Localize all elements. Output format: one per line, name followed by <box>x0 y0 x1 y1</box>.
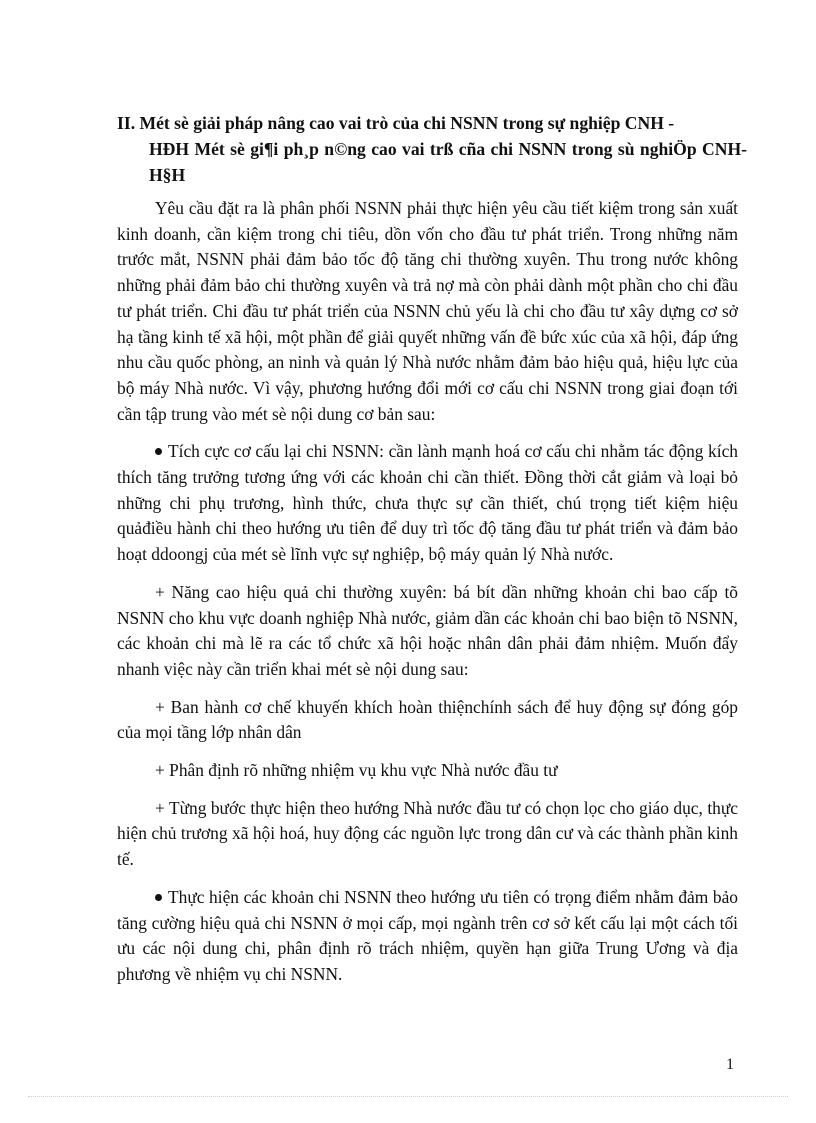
bullet-paragraph-restructure <box>117 439 738 568</box>
paragraph-text: + Từng bước thực hiện theo hướng Nhà nước đầu tư có chọn lọc cho giáo dục, thực hiện chủ trương xã hội hoá, huy động các nguồn lực trong dân cư và các thành phần kinh tế. <box>117 797 738 870</box>
bullet-dot-icon <box>155 894 162 901</box>
paragraph-text: Yêu cầu đặt ra là phân phối NSNN phải thực hiện yêu cầu tiết kiệm trong sản xuất kinh doanh, cần kiệm trong chi tiêu, dồn vốn cho đầu tư phát triển. Trong những năm trước mắt, NSNN phải đảm bảo tốc độ tăng chi thường xuyên. Thu trong nước không những phải đảm bảo chi thường xuyên và trả nợ mà còn phải dành một phần cho chi đầu tư phát triển. Chi đầu tư phát triển của NSNN chủ yếu là chi cho đầu tư xây dựng cơ sở hạ tầng kinh tế xã hội, một phần để giải quyết những vấn đề bức xúc của xã hội, đáp ứng nhu cầu quốc phòng, an ninh và quản lý Nhà nước nhằm đảm bảo hiệu quả, hiệu lực của bộ máy Nhà nước. Vì vậy, phương hướng đổi mới cơ cấu chi NSNN trong giai đoạn tới cần tập trung vào mét sè nội dung cơ bản sau: <box>117 198 738 424</box>
paragraph-text: + Năng cao hiệu quả chi thường xuyên: bá bít dần những khoản chi bao cấp tõ NSNN cho khu vực doanh nghiệp Nhà nước, giảm dần các khoản chi bao biện tõ NSNN, các khoản chi mà lẽ ra các tổ chức xã hội hoặc nhân dân phải đảm nhiệm. Muốn đẩy nhanh việc này cần triển khai mét sè nội dung sau: <box>117 581 738 679</box>
paragraph-text: + Ban hành cơ chế khuyến khích hoàn thiệnchính sách để huy động sự đóng góp của mọi tầng lớp nhân dân <box>117 696 738 743</box>
page-number: 1 <box>726 1056 734 1073</box>
paragraph-incentive-policy <box>117 695 738 746</box>
section-heading-line: II. Mét sè giải pháp nâng cao vai trò của chi NSNN trong sự nghiệp CNH - <box>117 113 675 133</box>
paragraph-text: Thực hiện các khoản chi NSNN theo hướng ưu tiên có trọng điểm nhằm đảm bảo tăng cường hiệu quả chi NSNN ở mọi cấp, mọi ngành trên cơ sở kết cấu lại một cách tối ưu các nội dung chi, phân định rõ trách nhiệm, quyền hạn giữa Trung Ương và địa phương về nhiệm vụ chi NSNN. <box>117 886 738 984</box>
bullet-dot-icon <box>155 448 162 455</box>
bullet-paragraph-priority-spending <box>117 885 738 988</box>
paragraph-selective-investment <box>117 796 738 873</box>
paragraph-text: + Phân định rõ những nhiệm vụ khu vực Nhà nước đầu tư <box>155 760 558 781</box>
paragraph-recurrent-spending <box>117 580 738 683</box>
section-heading <box>117 110 747 188</box>
section-heading-continuation: HĐH Mét sè gi¶i ph¸p n©ng cao vai trß cña chi NSNN trong sù nghiÖp CNH-H§H <box>149 139 747 185</box>
footer-divider <box>28 1096 788 1097</box>
paragraph-intro <box>117 196 738 427</box>
paragraph-text: Tích cực cơ cấu lại chi NSNN: cần lành mạnh hoá cơ cấu chi nhằm tác động kích thích tăng trưởng tương ứng với các khoản chi cần thiết. Đồng thời cắt giảm và loại bỏ những chi phụ trương, hình thức, chưa thực sự cần thiết, chú trọng tiết kiệm hiệu quảđiều hành chi theo hướng ưu tiên để duy trì tốc độ tăng đầu tư phát triển và đảm bảo hoạt ddoongj của mét sè lĩnh vực sự nghiệp, bộ máy quản lý Nhà nước. <box>117 441 738 565</box>
body-text <box>117 196 738 988</box>
paragraph-state-tasks <box>117 758 738 784</box>
